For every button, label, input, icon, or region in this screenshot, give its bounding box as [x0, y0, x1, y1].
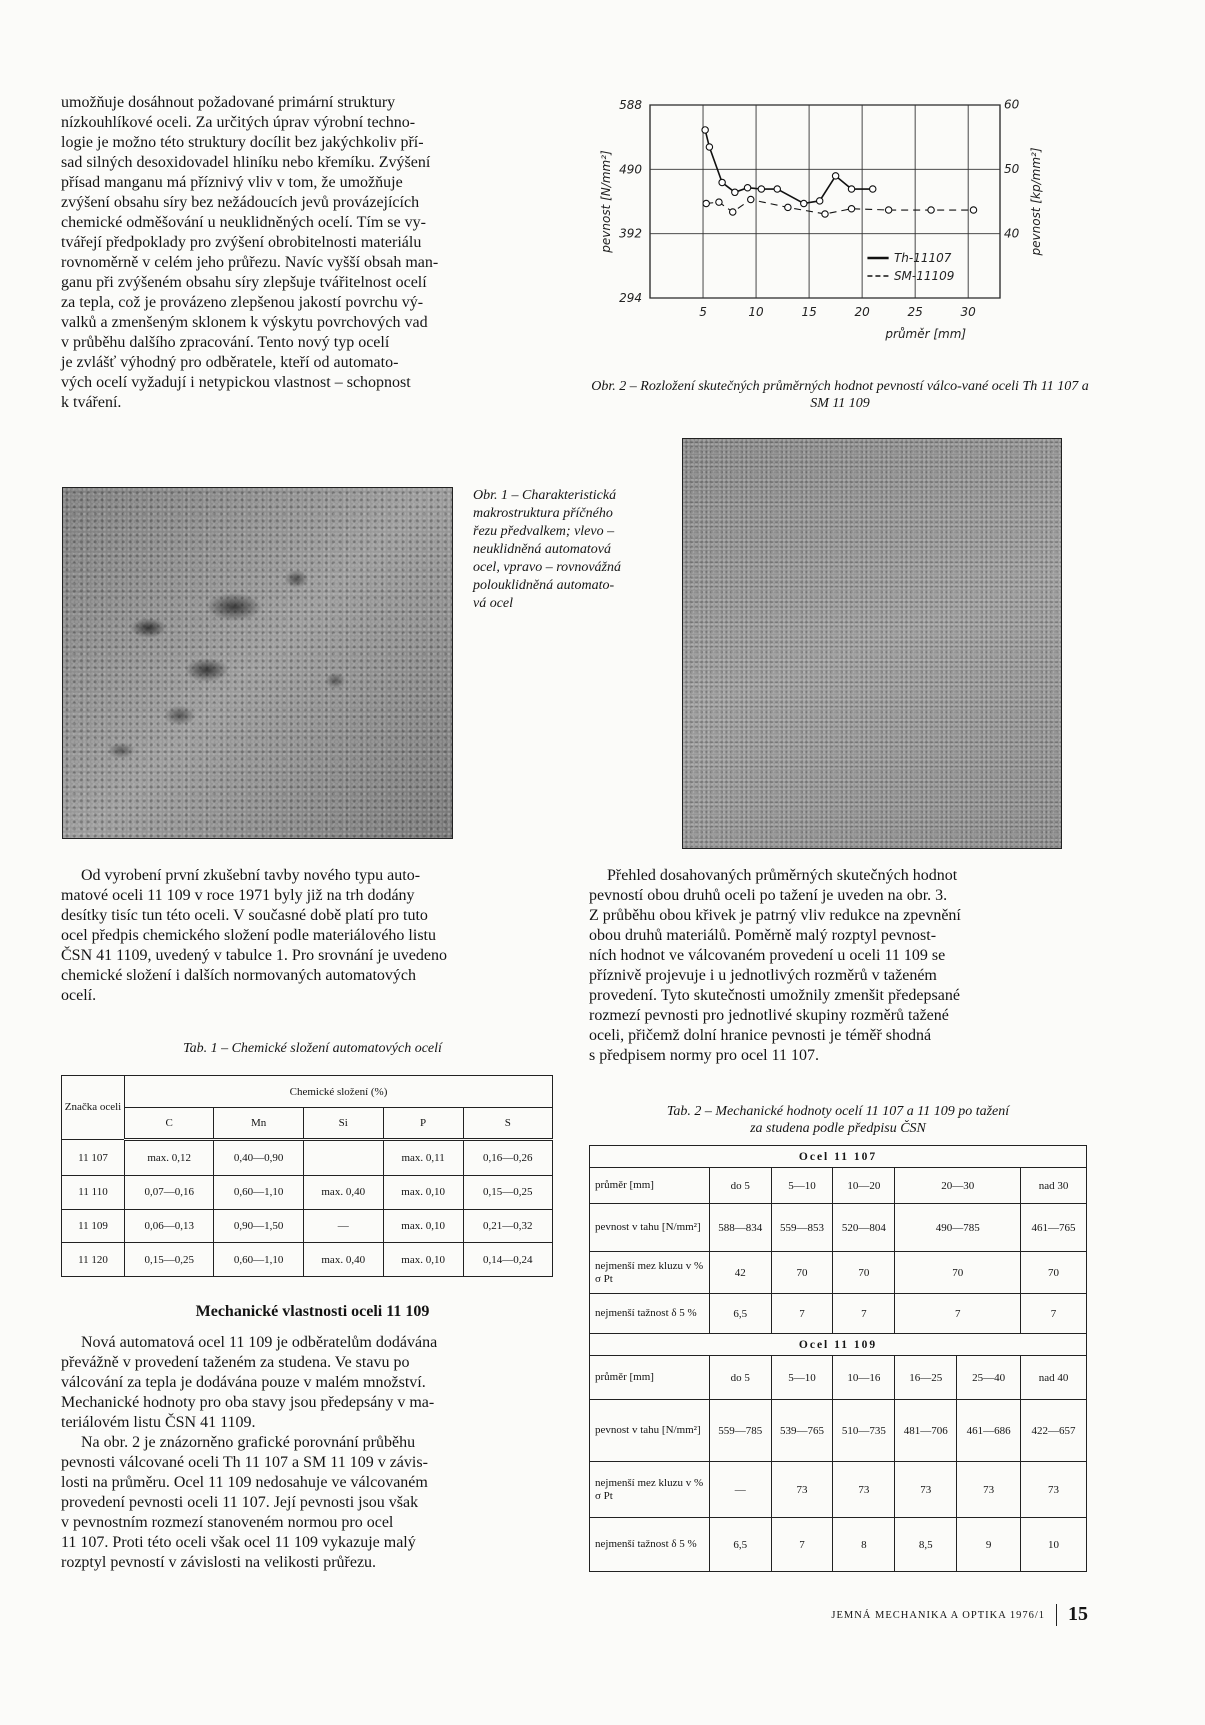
table-cell: pevnost v tahu [N/mm²] — [590, 1204, 710, 1252]
fig1-caption — [473, 487, 683, 613]
table-row — [590, 1294, 1087, 1334]
table-cell: 5—10 — [771, 1356, 833, 1400]
data-point — [758, 186, 764, 192]
table-cell: 7 — [895, 1294, 1021, 1334]
data-point — [970, 207, 976, 213]
table-cell — [303, 1140, 383, 1176]
table-cell: max. 0,10 — [383, 1243, 463, 1277]
table-cell: nejmenší tažnost δ 5 % — [590, 1294, 710, 1334]
data-point — [785, 204, 791, 210]
text-line: sad silných desoxidovadel hliníku nebo křemíku. Zvýšení — [61, 154, 431, 171]
caption-line: Obr. 1 – Charakteristická — [473, 488, 617, 503]
text-line: Mechanické hodnoty pro oba stavy jsou předepsány v ma- — [61, 1394, 435, 1411]
table-cell: nejmenší mez kluzu v % σ Pt — [590, 1462, 710, 1518]
y-tick-label: 588 — [619, 98, 642, 112]
table-cell: 73 — [833, 1462, 895, 1518]
footer-divider — [1056, 1604, 1057, 1626]
data-point — [719, 179, 725, 185]
table-row — [62, 1243, 553, 1277]
table-cell: 461—686 — [957, 1400, 1021, 1462]
table-cell: — — [709, 1462, 771, 1518]
text-line: rozptyl pevností v závislosti na velikosti průřezu. — [61, 1554, 377, 1571]
text-line: pevnosti válcované oceli Th 11 107 a SM 11 109 v závis- — [61, 1454, 428, 1471]
text-line: ních hodnot ve válcovaném provedení u oceli 11 109 se — [589, 947, 946, 964]
col1-top-text — [61, 93, 564, 413]
table-cell: 11 107 — [62, 1140, 125, 1176]
page-footer — [700, 1603, 1088, 1626]
data-point — [822, 211, 828, 217]
y-tick-label: 392 — [619, 226, 642, 241]
table-cell: max. 0,10 — [383, 1176, 463, 1210]
fig2-caption-text: Obr. 2 – Rozložení skutečných průměrných hodnot pevností válco-vané oceli Th 11 107 a SM 11 109 — [591, 379, 1089, 411]
text-line: Z průběhu obou křivek je patrný vliv redukce na zpevnění — [589, 907, 961, 924]
table-cell: pevnost v tahu [N/mm²] — [590, 1400, 710, 1462]
text-line: provedení. Tyto skutečnosti umožnily zmenšit předepsané — [589, 987, 960, 1004]
y-axis-label: pevnost [N/mm²] — [599, 150, 613, 253]
text-line: 11 107. Proti této oceli však ocel 11 109 vykazuje malý — [61, 1534, 416, 1551]
fig2-caption — [590, 378, 1090, 412]
table-cell: průměr [mm] — [590, 1168, 710, 1204]
table-cell: 0,60—1,10 — [214, 1243, 303, 1277]
table-cell: 42 — [709, 1252, 771, 1294]
legend-label: SM-11109 — [893, 269, 955, 283]
data-point — [885, 207, 891, 213]
table-cell: max. 0,12 — [125, 1140, 214, 1176]
y-tick-label: 490 — [619, 162, 642, 177]
table-cell: 8,5 — [895, 1518, 957, 1572]
table-row — [590, 1462, 1087, 1518]
table-row — [590, 1204, 1087, 1252]
tab1-col-header: S — [463, 1108, 552, 1140]
table-cell: 10—20 — [833, 1168, 895, 1204]
text-line: rozmezí pevnosti pro jednotlivé skupiny rozměrů tažené — [589, 1007, 949, 1024]
table-cell: max. 0,11 — [383, 1140, 463, 1176]
text-line: ganu při zvýšeném obsahu síry zlepšuje tvářitelnost ocelí — [61, 274, 427, 291]
text-line: obou druhů materiálů. Poměrně malý rozptyl pevnost- — [589, 927, 937, 944]
text-line: rovnoměrně v celém jeho průřezu. Navíc vyšší obsah man- — [61, 254, 439, 271]
tab2-caption-line: za studena podle předpisu ČSN — [750, 1121, 926, 1136]
x-axis-label: průměr [mm] — [885, 327, 967, 341]
table-cell: 6,5 — [709, 1518, 771, 1572]
table-cell: — — [303, 1209, 383, 1243]
text-line: pevností obou druhů oceli po tažení je uveden na obr. 3. — [589, 887, 948, 904]
col1-mid-text — [61, 866, 564, 1006]
text-line: válcování za tepla je dodávána pouze v malém množství. — [61, 1374, 426, 1391]
text-line: logie je možno této struktury docílit bez jakýchkoliv pří- — [61, 134, 424, 151]
text-line: chemické složení i dalších normovaných automatových — [61, 967, 416, 984]
text-line: Od vyrobení první zkušební tavby nového typu auto- — [81, 867, 421, 884]
text-line: matové oceli 11 109 v roce 1971 byly již na trh dodány — [61, 887, 415, 904]
table-cell: průměr [mm] — [590, 1356, 710, 1400]
text-line: přísad manganu má příznivý vliv v tom, že umožňuje — [61, 174, 403, 191]
table-cell: nejmenší tažnost δ 5 % — [590, 1518, 710, 1572]
table-row — [62, 1176, 553, 1210]
table-cell: 10—16 — [833, 1356, 895, 1400]
table-cell: 11 120 — [62, 1243, 125, 1277]
text-line: ocel předpis chemického složení podle materiálového listu — [61, 927, 436, 944]
text-line: desítky tisíc tun této oceli. V současné době platí pro tuto — [61, 907, 428, 924]
text-line: zvýšení obsahu síry bez nežádoucích jevů provázejících — [61, 194, 420, 211]
y-right-tick-label: 40 — [1004, 226, 1020, 241]
legend-label: Th-11107 — [893, 251, 952, 265]
data-point — [816, 198, 822, 204]
table-cell: max. 0,40 — [303, 1176, 383, 1210]
text-line: vých ocelí vyžadují i netypickou vlastnost – schopnost — [61, 374, 411, 391]
table-cell: 11 110 — [62, 1176, 125, 1210]
tab1-table — [61, 1075, 553, 1277]
table-cell: 0,14—0,24 — [463, 1243, 552, 1277]
table-cell: 588—834 — [709, 1204, 771, 1252]
tab1-col-header: C — [125, 1108, 214, 1140]
caption-line: neuklidněná automatová — [473, 542, 612, 557]
data-point — [801, 200, 807, 206]
table-row — [62, 1140, 553, 1176]
text-line: Přehled dosahovaných průměrných skutečných hodnot — [607, 867, 958, 884]
data-point — [706, 144, 712, 150]
table-cell: nad 30 — [1021, 1168, 1087, 1204]
data-point — [870, 186, 876, 192]
x-tick-label: 25 — [907, 305, 923, 319]
table-cell: 422—657 — [1021, 1400, 1087, 1462]
table-cell: 0,40—0,90 — [214, 1140, 303, 1176]
table-cell: 73 — [895, 1462, 957, 1518]
table-row — [590, 1356, 1087, 1400]
table-cell: 11 109 — [62, 1209, 125, 1243]
table-cell: max. 0,10 — [383, 1209, 463, 1243]
table-cell: 5—10 — [771, 1168, 833, 1204]
tab2-caption-line: Tab. 2 – Mechanické hodnoty ocelí 11 107 a 11 109 po tažení — [666, 1104, 1010, 1119]
table-row — [62, 1209, 553, 1243]
text-line: chemické odměšování u neuklidněných ocelí. Tím se vy- — [61, 214, 426, 231]
text-line: oceli, přičemž dolní hranice pevnosti je téměř shodná — [589, 1027, 932, 1044]
table-cell: 20—30 — [895, 1168, 1021, 1204]
table-row — [590, 1518, 1087, 1572]
table-cell: 73 — [771, 1462, 833, 1518]
tab1-caption — [61, 1040, 564, 1057]
tab1-col-header: Mn — [214, 1108, 303, 1140]
table-cell: 539—765 — [771, 1400, 833, 1462]
table-cell: max. 0,40 — [303, 1243, 383, 1277]
y-right-tick-label: 60 — [1004, 97, 1020, 112]
data-point — [732, 189, 738, 195]
data-point — [730, 209, 736, 215]
caption-line: makrostruktura příčného — [473, 506, 613, 521]
text-line: s předpisem normy pro ocel 11 107. — [589, 1047, 820, 1064]
table-cell: 7 — [771, 1294, 833, 1334]
table-cell: 70 — [1021, 1252, 1087, 1294]
table-cell: 0,60—1,10 — [214, 1176, 303, 1210]
text-line: převážně v provedení taženém za studena. Ve stavu po — [61, 1354, 410, 1371]
table-cell: 520—804 — [833, 1204, 895, 1252]
data-point — [702, 127, 708, 133]
table-cell: 0,07—0,16 — [125, 1176, 214, 1210]
table-cell: 70 — [895, 1252, 1021, 1294]
data-point — [716, 199, 722, 205]
table-cell: 7 — [1021, 1294, 1087, 1334]
text-line: v průběhu dalšího zpracování. Tento nový typ ocelí — [61, 334, 390, 351]
table-cell: 559—785 — [709, 1400, 771, 1462]
text-line: losti na průměru. Ocel 11 109 nedosahuje ve válcovaném — [61, 1474, 428, 1491]
table-cell: do 5 — [709, 1168, 771, 1204]
table-cell: 7 — [771, 1518, 833, 1572]
tab1-corner-header — [62, 1076, 125, 1140]
tab2-section-title: Ocel 11 109 — [590, 1334, 1087, 1356]
table-cell: 0,16—0,26 — [463, 1140, 552, 1176]
text-line: provedení pevnosti oceli 11 107. Její pevnosti jsou však — [61, 1494, 419, 1511]
x-tick-label: 5 — [699, 305, 707, 319]
section-heading — [61, 1303, 564, 1321]
data-point — [703, 200, 709, 206]
caption-line: vá ocel — [473, 596, 514, 611]
text-line: valků a zmenšeným sklonem k výskytu povrchových vad — [61, 314, 428, 331]
text-line: Na obr. 2 je znázorněno grafické porovnání průběhu — [81, 1434, 416, 1451]
tab1-group-header — [125, 1076, 553, 1108]
table-cell: 490—785 — [895, 1204, 1021, 1252]
data-point — [748, 196, 754, 202]
text-line: ČSN 41 1109, uvedený v tabulce 1. Pro srovnání je uvedeno — [61, 947, 448, 964]
tab1-corner-text: Značka oceli — [64, 1101, 122, 1113]
text-line: ocelí. — [61, 987, 97, 1004]
table-cell: 7 — [833, 1294, 895, 1334]
y-tick-label: 294 — [619, 291, 642, 305]
fig1-photo-right-macrostructure — [682, 438, 1062, 849]
table-cell: 559—853 — [771, 1204, 833, 1252]
tab1-col-header: Si — [303, 1108, 383, 1140]
table-cell: 6,5 — [709, 1294, 771, 1334]
tab2-table — [589, 1145, 1087, 1572]
fig1-photo-left-macrostructure — [62, 487, 453, 839]
table-cell: 0,15—0,25 — [125, 1243, 214, 1277]
caption-line: řezu předvalkem; vlevo – — [473, 524, 615, 539]
table-cell: 73 — [1021, 1462, 1087, 1518]
table-cell: 461—765 — [1021, 1204, 1087, 1252]
x-tick-label: 15 — [801, 305, 817, 319]
fig2-chart — [585, 85, 1105, 365]
table-cell: 73 — [957, 1462, 1021, 1518]
text-line: tvářejí předpoklady pro zvýšení obrobitelnosti materiálu — [61, 234, 422, 251]
col2-text — [589, 866, 1087, 1066]
table-cell: 0,06—0,13 — [125, 1209, 214, 1243]
table-cell: 70 — [771, 1252, 833, 1294]
section-heading-text: Mechanické vlastnosti oceli 11 109 — [195, 1303, 430, 1320]
y-axis-label-right: pevnost [kp/mm²] — [1029, 147, 1043, 256]
caption-line: polouklidněná automato- — [473, 578, 615, 593]
table-cell: nejmenší mez kluzu v % σ Pt — [590, 1252, 710, 1294]
table-cell: do 5 — [709, 1356, 771, 1400]
text-line: je zvlášť výhodný pro odběratele, kteří od automato- — [61, 354, 399, 371]
table-cell: 9 — [957, 1518, 1021, 1572]
text-line: nízkouhlíkové oceli. Za určitých úprav výrobní techno- — [61, 114, 416, 131]
table-cell: 510—735 — [833, 1400, 895, 1462]
journal-name: JEMNÁ MECHANIKA A OPTIKA 1976/1 — [831, 1610, 1045, 1622]
tab1-group-header-text: Chemické složení (%) — [289, 1085, 388, 1098]
table-cell: nad 40 — [1021, 1356, 1087, 1400]
y-right-tick-label: 50 — [1004, 162, 1020, 177]
caption-line: ocel, vpravo – rovnovážná — [473, 560, 621, 575]
x-tick-label: 30 — [960, 305, 976, 319]
table-row — [590, 1400, 1087, 1462]
data-point — [774, 186, 780, 192]
data-point — [848, 206, 854, 212]
text-line: příznivě projevuje i u jednotlivých rozměrů v taženém — [589, 967, 937, 984]
x-tick-label: 10 — [748, 305, 764, 319]
data-point — [928, 207, 934, 213]
data-point — [744, 185, 750, 191]
table-cell: 16—25 — [895, 1356, 957, 1400]
data-point — [848, 186, 854, 192]
table-row — [590, 1252, 1087, 1294]
x-tick-label: 20 — [854, 305, 870, 319]
data-point — [832, 173, 838, 179]
mech-text — [61, 1333, 564, 1573]
table-row — [590, 1168, 1087, 1204]
page-number: 15 — [1068, 1603, 1088, 1625]
table-cell: 481—706 — [895, 1400, 957, 1462]
table-cell: 0,21—0,32 — [463, 1209, 552, 1243]
tab2-caption — [589, 1103, 1087, 1137]
table-cell: 8 — [833, 1518, 895, 1572]
text-line: za tepla, což je provázeno zlepšenou jakostí povrchu vý- — [61, 294, 424, 311]
table-cell: 25—40 — [957, 1356, 1021, 1400]
text-line: k tváření. — [61, 394, 122, 411]
table-cell: 70 — [833, 1252, 895, 1294]
table-cell: 10 — [1021, 1518, 1087, 1572]
table-cell: 0,90—1,50 — [214, 1209, 303, 1243]
tab1-caption-text: Tab. 1 – Chemické složení automatových ocelí — [183, 1041, 442, 1056]
tab2-section-title: Ocel 11 107 — [590, 1146, 1087, 1168]
text-line: v pevnostním rozmezí stanoveném normou pro ocel — [61, 1514, 394, 1531]
text-line: teriálovém listu ČSN 41 1109. — [61, 1414, 256, 1431]
table-cell: 0,15—0,25 — [463, 1176, 552, 1210]
tab1-col-header: P — [383, 1108, 463, 1140]
text-line: umožňuje dosáhnout požadované primární struktury — [61, 94, 396, 111]
text-line: Nová automatová ocel 11 109 je odběratelům dodávána — [81, 1334, 438, 1351]
series-line-th-11107 — [705, 130, 873, 204]
